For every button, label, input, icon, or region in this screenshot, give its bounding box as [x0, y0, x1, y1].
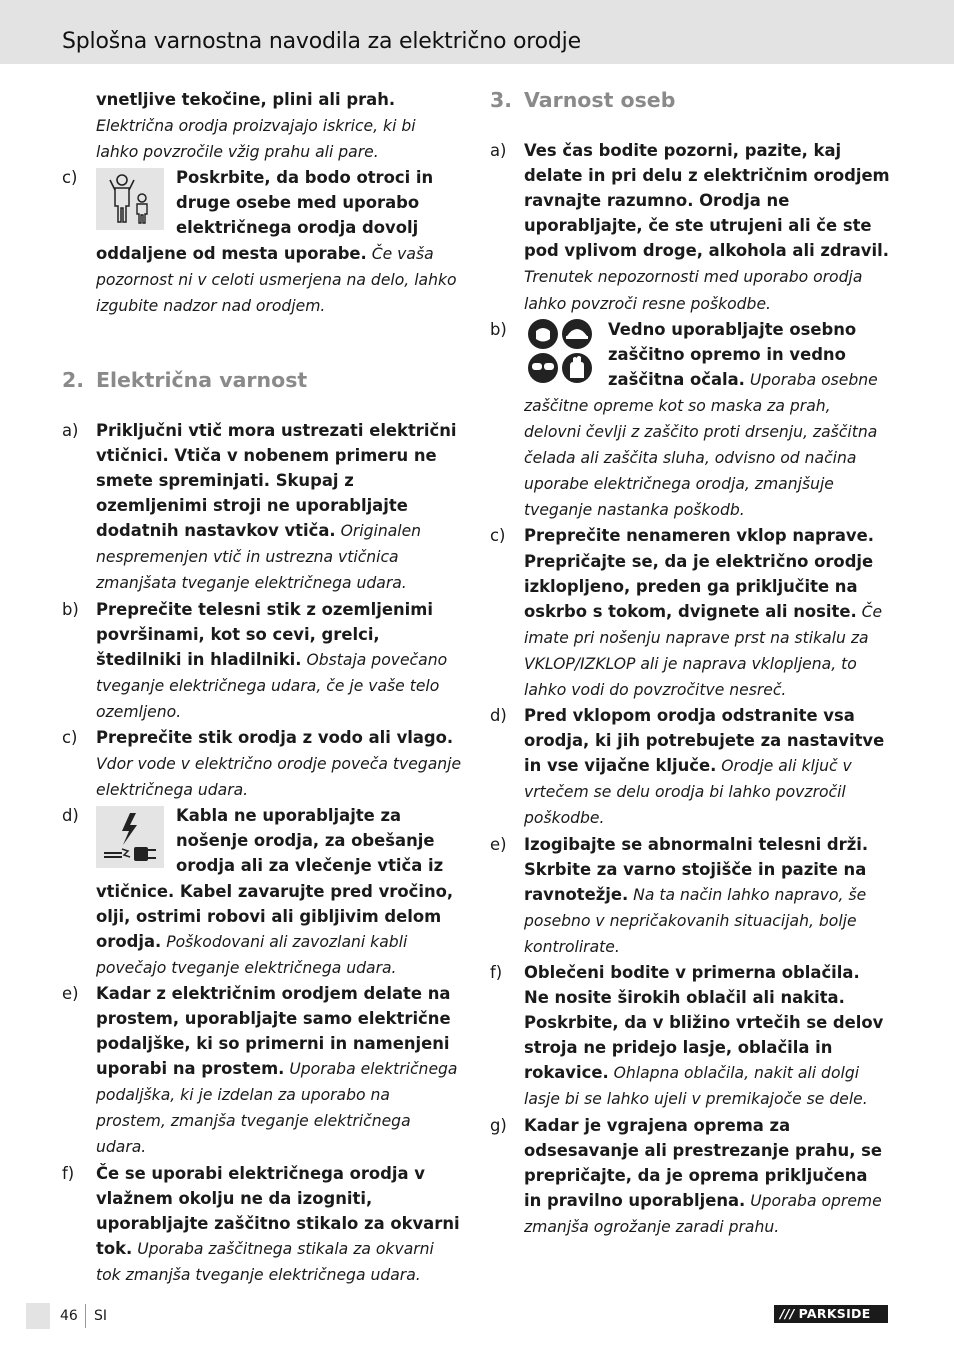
list-item-f	[490, 960, 890, 1113]
bold-text: Če se uporabi električnega orodja v vlažnem okolju ne da izogniti, uporabljajte zaščitno stikalo za okvarni tok.	[96, 1163, 460, 1258]
list-item-b	[490, 317, 890, 524]
left-column	[62, 87, 462, 1288]
italic-text: Vdor vode v električno orodje poveča tveganje električnega udara.	[96, 755, 462, 800]
language-code: SI	[94, 1308, 108, 1324]
italic-text: Če vaša pozornost ni v celoti usmerjena na delo, lahko izgubite nadzor nad orodjem.	[96, 244, 457, 315]
item-label: f)	[490, 963, 503, 982]
section-title: Varnost oseb	[524, 88, 676, 112]
italic-text: Trenutek nepozornosti med uporabo orodja lahko povzroči resne poškodbe.	[524, 268, 863, 313]
list-item-a	[490, 138, 890, 317]
italic-text: Obstaja povečano tveganje električnega udara, če je vaše telo ozemljeno.	[96, 650, 448, 721]
list-item-g	[490, 1113, 890, 1240]
italic-text: Ohlapna oblačila, nakit ali dolgi lasje bi se lahko ujeli v premikajoče se dele.	[524, 1064, 868, 1109]
bold-text: Ves čas bodite pozorni, pazite, kaj delate in pri delu z električnim orodjem ravnajte razumno. Orodja ne uporabljajte, če ste utrujeni ali če ste pod vplivom droge, alkohola ali zdravil.	[524, 141, 890, 261]
section-title: Električna varnost	[96, 367, 308, 392]
bold-text: Preprečite stik orodja z vodo ali vlago.	[96, 727, 454, 747]
italic-text: Električna orodja proizvajajo iskrice, ki bi lahko povzročile vžig prahu ali pare.	[96, 117, 416, 162]
bold-text: Kadar je vgrajena oprema za odsesavanje ali prestrezanje prahu, se prepričajte, da je oprema priključena in pravilno uporabljena.	[524, 1115, 882, 1210]
protective-equipment-icons	[524, 320, 596, 382]
item-label: c)	[62, 727, 78, 747]
item-label: d)	[490, 706, 507, 726]
italic-text: Uporaba osebne zaščitne opreme kot so maska za prah, delovni čevlji z zaščito proti drsenju, zaščitna čelada ali zaščita sluha, odvisno od načina uporabe električnega orodja, zmanjšuje tveganje nastanka poškodb.	[524, 370, 878, 520]
paragraph-continued	[62, 87, 462, 165]
bold-text: Pred vklopom orodja odstranite vsa orodja, ki jih potrebujete za nastavitve in vse vijačne ključe.	[524, 706, 885, 776]
bold-text: Priključni vtič mora ustrezati električni vtičnici. Vtiča v nobenem primeru ne smete spreminjati. Skupaj z ozemljenimi stroji ne uporabljajte dodatnih nastavkov vtiča.	[96, 420, 457, 541]
list-item-a	[62, 418, 462, 597]
electric-shock-cable-icon	[96, 806, 164, 868]
bold-text: Vedno uporabljajte osebno zaščitno opremo in vedno zaščitna očala.	[608, 319, 857, 389]
bold-text: Izogibajte se abnormalni telesni drži. Skrbite za varno stojišče in pazite na ravnotežje.	[524, 834, 869, 904]
list-item-d	[490, 703, 890, 831]
italic-text: Uporaba električnega podaljška, ki je izdelan za uporabo na prostem, zmanjša tveganje električnega udara.	[96, 1060, 458, 1157]
parkside-logo	[774, 1305, 888, 1323]
list-item-f	[62, 1161, 462, 1288]
list-item-e	[490, 832, 890, 960]
page-title: Splošna varnostna navodila za električno orodje	[62, 29, 581, 54]
bold-text: Preprečite telesni stik z ozemljenimi površinami, kot so cevi, grelci, štedilniki in hladilniki.	[96, 599, 433, 669]
item-label: a)	[490, 141, 507, 160]
list-item-c	[62, 165, 462, 319]
item-label: g)	[490, 1115, 507, 1135]
bold-text: Preprečite nenameren vklop naprave. Prepričajte se, da je električno orodje izklopljeno, preden ga priključite na oskrbo s tokom, dvignete ali nosite.	[524, 526, 874, 621]
item-label: c)	[490, 526, 506, 546]
section-heading-2	[62, 367, 462, 393]
section-number: 2.	[62, 367, 85, 392]
children-warning-icon	[96, 168, 164, 230]
item-label: d)	[62, 806, 79, 826]
italic-text: Uporaba zaščitnega stikala za okvarni tok zmanjša tveganje električnega udara.	[96, 1239, 434, 1284]
bold-text: Poskrbite, da bodo otroci in druge osebe med uporabo električnega orodja dovolj oddaljene od mesta uporabe.	[96, 168, 434, 263]
italic-text: Na ta način lahko napravo, še posebno v nepričakovanih situacijah, bolje kontrolirate.	[524, 885, 867, 956]
section-heading-3	[490, 87, 890, 113]
section-number: 3.	[490, 88, 513, 112]
bold-text: vnetljive tekočine, plini ali prah.	[96, 90, 396, 109]
item-label: e)	[490, 834, 507, 854]
list-item-d	[62, 803, 462, 981]
italic-text: Če imate pri nošenju naprave prst na stikalu za VKLOP/IZKLOP ali je naprava vklopljena, to lahko vodi do povzročitve nesreč.	[524, 602, 883, 699]
page-header	[0, 0, 954, 64]
item-label: c)	[62, 168, 78, 188]
item-label: b)	[490, 319, 507, 339]
bold-text: Kadar z električnim orodjem delate na prostem, uporabljajte samo električne podaljške, ki so primerni in namenjeni uporabi na prostem.	[96, 983, 451, 1079]
italic-text: Orodje ali ključ v vrtečem se delu orodja bi lahko povzročil poškodbe.	[524, 757, 852, 828]
list-item-c	[490, 523, 890, 703]
item-label: f)	[62, 1163, 75, 1183]
list-item-b	[62, 597, 462, 725]
right-column	[490, 87, 890, 1240]
logo-text: PARKSIDE	[798, 1306, 871, 1321]
item-label: e)	[62, 983, 79, 1003]
page-number: 46	[60, 1308, 78, 1324]
italic-text: Poškodovani ali zavozlani kabli povečajo tveganje električnega udara.	[96, 932, 408, 977]
list-item-c	[62, 725, 462, 803]
italic-text: Originalen nespremenjen vtič in ustrezna vtičnica zmanjšata tveganje električnega udara.	[96, 522, 422, 593]
footer-divider	[85, 1304, 86, 1328]
logo-slashes: ///	[780, 1306, 795, 1321]
bold-text: Oblečeni bodite v primerna oblačila. Ne nosite širokih oblačil ali nakita. Poskrbite, da v bližino vrtečih se delov stroja ne pridejo lasje, oblačila in rokavice.	[524, 963, 884, 1083]
item-label: b)	[62, 599, 79, 619]
footer-marker	[26, 1303, 50, 1329]
bold-text: Kabla ne uporabljajte za nošenje orodja, za obešanje orodja ali za vlečenje vtiča iz vtičnice. Kabel zavarujte pred vročino, olji, ostrimi robovi ali gibljivim delom orodja.	[96, 806, 454, 951]
italic-text: Uporaba opreme zmanjša ogrožanje zaradi prahu.	[524, 1191, 882, 1236]
item-label: a)	[62, 420, 79, 440]
list-item-e	[62, 981, 462, 1161]
